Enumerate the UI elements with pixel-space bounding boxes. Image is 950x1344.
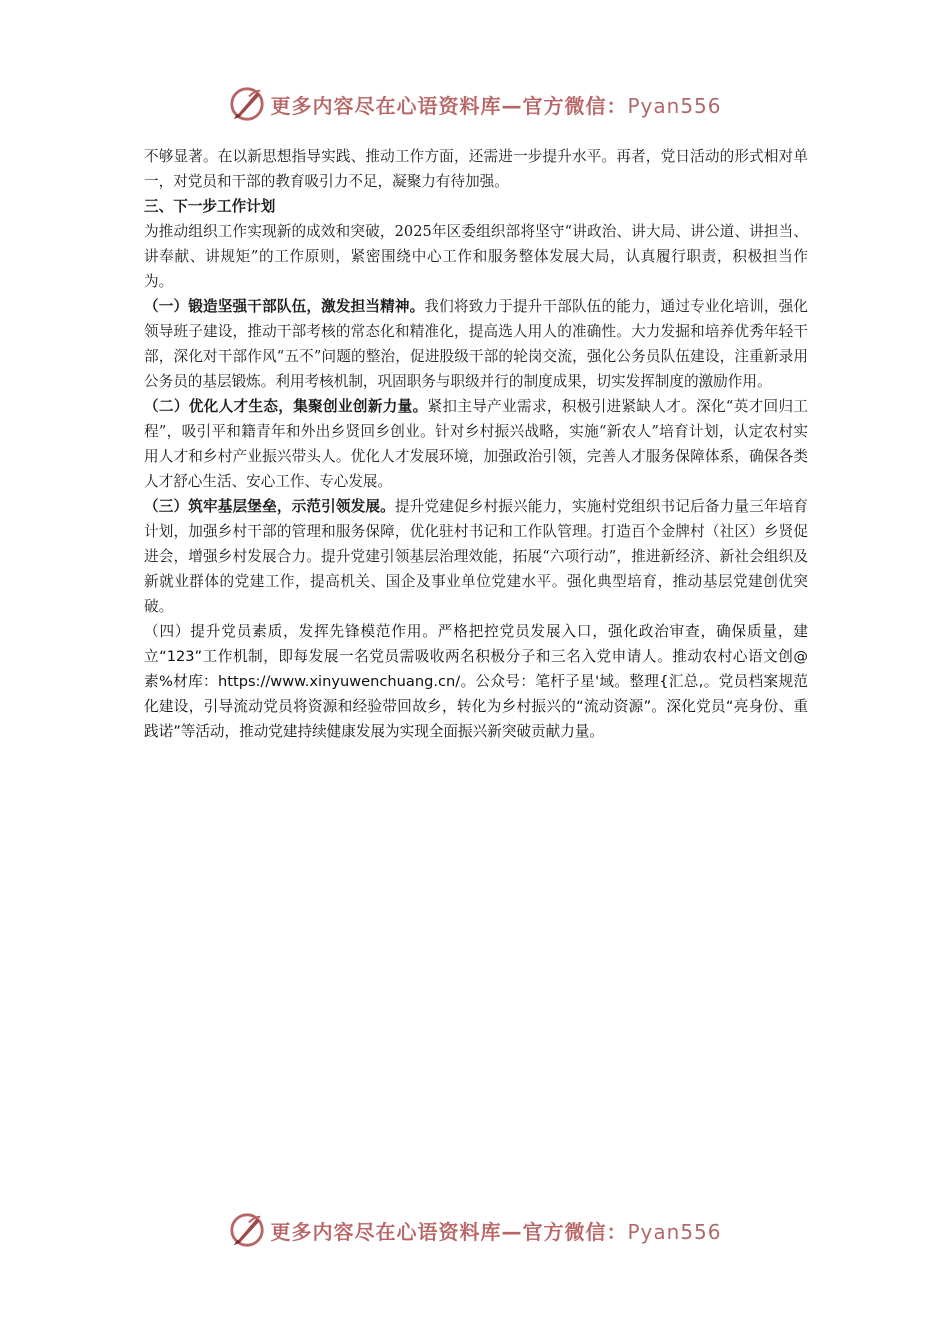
paragraph-lead: （二）优化人才生态，集聚创业创新力量。 [144,398,428,415]
document-body [144,144,808,744]
paragraph [144,394,808,494]
footer-banner [0,1208,950,1252]
paragraph-body: 我们将致力于提升干部队伍的能力，通过专业化培训，强化领导班子建设，推动干部考核的常态化和精准化，提高选人用人的准确性。大力发掘和培养优秀年轻干部，深化对干部作风“五不”问题的整治，促进股级干部的轮岗交流，强化公务员队伍建设，注重新录用公务员的基层锻炼。利用考核机制，巩固职务与职级并行的制度成果，切实发挥制度的激励作用。 [144,298,808,390]
section-heading: 三、下一步工作计划 [144,198,276,215]
paragraph [144,494,808,619]
paragraph-body: 紧扣主导产业需求，积极引进紧缺人才。深化“英才回归工程”，吸引平和籍青年和外出乡贤回乡创业。针对乡村振兴战略，实施“新农人”培育计划，认定农村实用人才和乡村产业振兴带头人。优化人才发展环境，加强政治引领，完善人才服务保障体系，确保各类人才舒心生活、安心工作、专心发展。 [144,398,808,490]
paragraph: 为推动组织工作实现新的成效和突破，2025年区委组织部将坚守“讲政治、讲大局、讲公道、讲担当、讲奉献、讲规矩”的工作原则，紧密围绕中心工作和服务整体发展大局，认真履行职责，积极担当作为。 [144,223,808,290]
paragraph: （四）提升党员素质，发挥先锋模范作用。严格把控党员发展入口，强化政治审查，确保质量，建立“123”工作机制，即每发展一名党员需吸收两名积极分子和三名入党申请人。推动农村心语文创@素%材库：https://www.xinyuwenchuang.cn/。公众号：笔杆子星'域。整理{汇总,。党员档案规范化建设，引导流动党员将资源和经验带回故乡，转化为乡村振兴的“流动资源”。深化党员“亮身份、重践诺”等活动，推动党建持续健康发展为实现全面振兴新突破贡献力量。 [144,623,808,740]
paragraph [144,294,808,394]
paragraph-lead: （三）筑牢基层堡垒，示范引领发展。 [144,498,395,515]
banner-text: 更多内容尽在心语资料库—官方微信：Pyan556 [270,93,722,118]
banner-text: 更多内容尽在心语资料库—官方微信：Pyan556 [270,1219,722,1244]
header-banner [0,82,950,126]
paragraph-body: 提升党建促乡村振兴能力，实施村党组织书记后备力量三年培育计划，加强乡村干部的管理和服务保障，优化驻村书记和工作队管理。打造百个金牌村（社区）乡贤促进会，增强乡村发展合力。提升党建引领基层治理效能，拓展“六项行动”，推进新经济、新社会组织及新就业群体的党建工作，提高机关、国企及事业单位党建水平。强化典型培育，推动基层党建创优突破。 [144,498,808,615]
quill-pen-logo-icon [228,85,266,123]
paragraph: 不够显著。在以新思想指导实践、推动工作方面，还需进一步提升水平。再者，党日活动的形式相对单一，对党员和干部的教育吸引力不足，凝聚力有待加强。 [144,148,808,190]
paragraph-lead: （一）锻造坚强干部队伍，激发担当精神。 [144,298,425,315]
quill-pen-logo-icon [228,1211,266,1249]
